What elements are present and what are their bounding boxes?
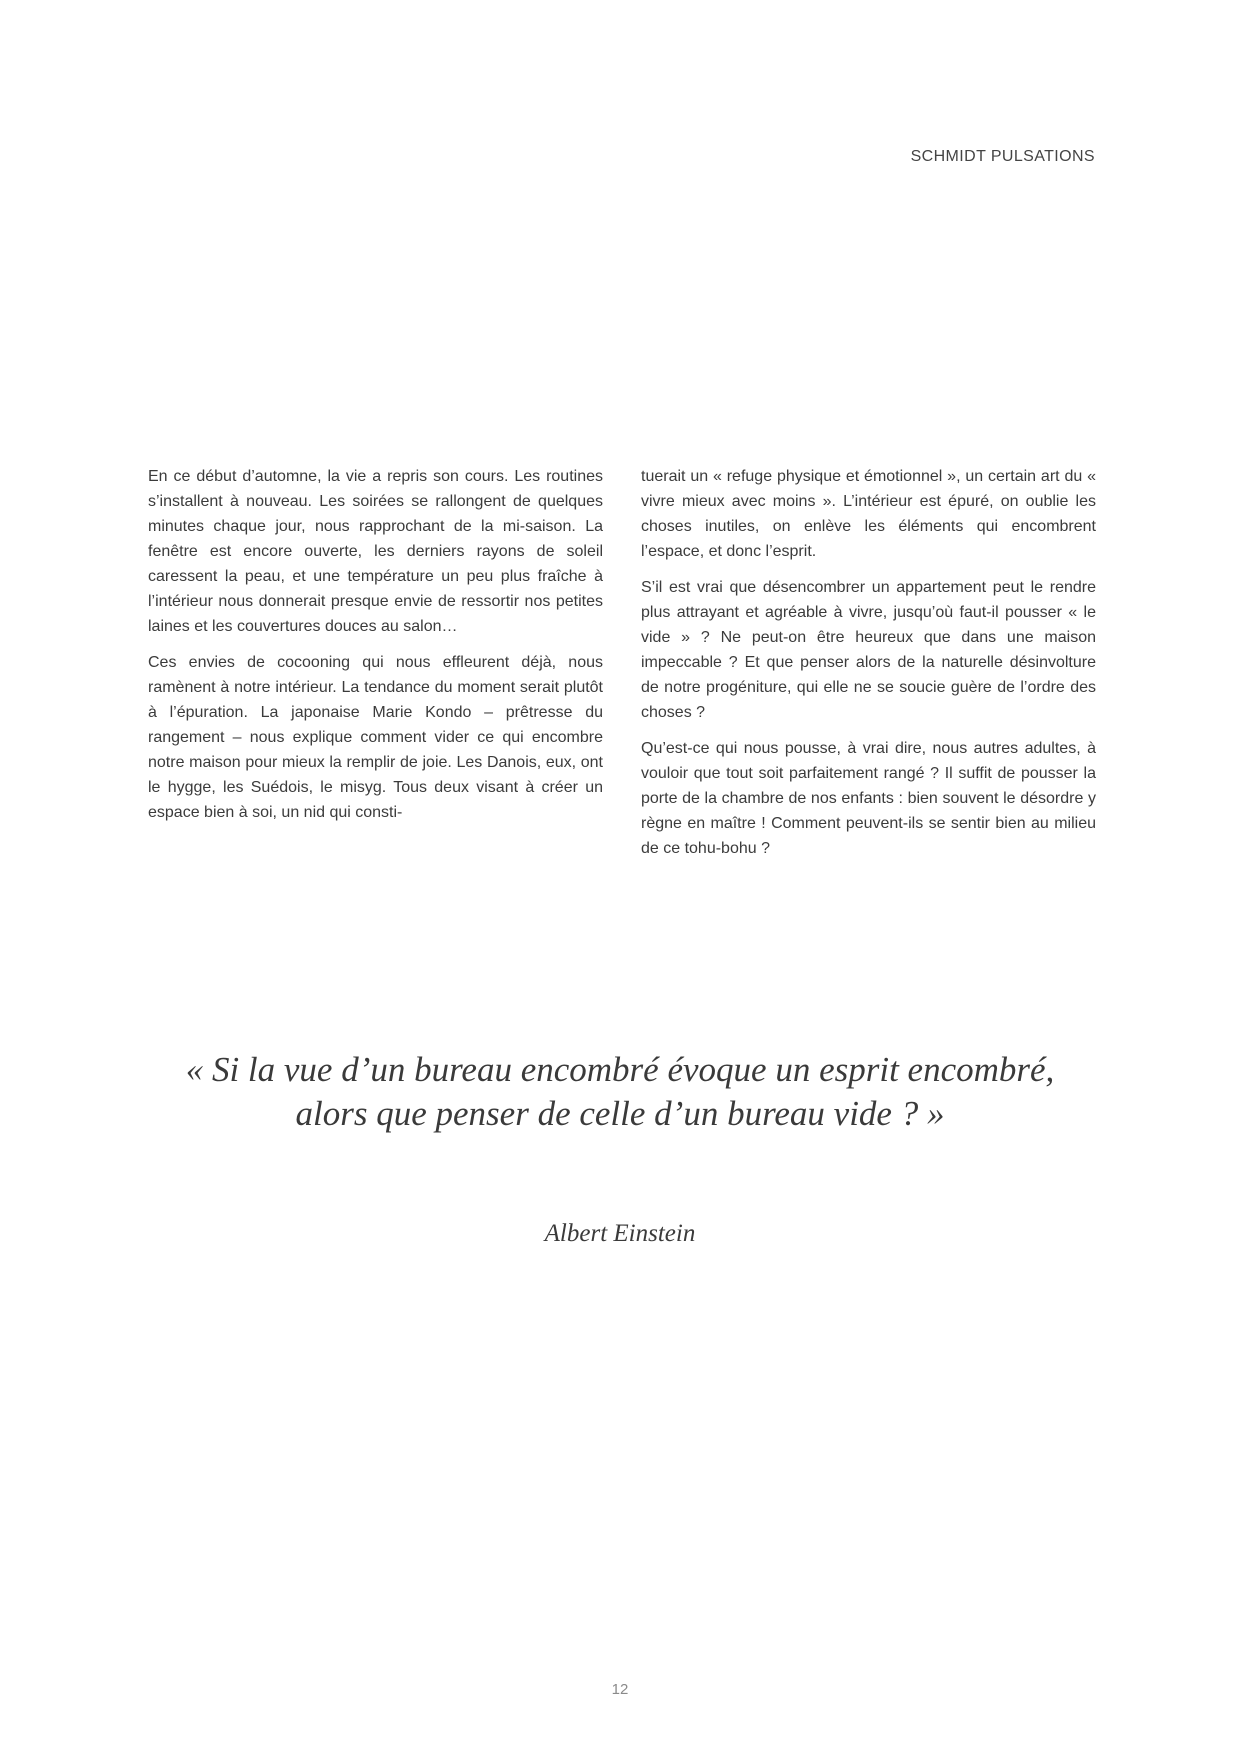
quote-line-2: alors que penser de celle d’un bureau vide ? » [295, 1094, 945, 1133]
paragraph: Qu’est-ce qui nous pousse, à vrai dire, nous autres adultes, à vouloir que tout soit parfaitement rangé ? Il suffit de pousser la porte de la chambre de nos enfants : bien souvent le désordre y règne en maître ! Comment peuvent-ils se sentir bien au milieu de ce tohu-bohu ? [641, 740, 1096, 857]
quote-author: Albert Einstein [544, 1220, 696, 1247]
right-column [641, 464, 1096, 872]
page-number: 12 [611, 1681, 629, 1698]
article-body [148, 464, 1096, 872]
paragraph: tuerait un « refuge physique et émotionnel », un certain art du « vivre mieux avec moins ». L’intérieur est épuré, on oublie les choses inutiles, on enlève les éléments qui encombrent l’espace, et donc l’esprit. [641, 468, 1096, 560]
quote-line-1: « Si la vue d’un bureau encombré évoque un esprit encombré, [185, 1050, 1055, 1089]
paragraph: Ces envies de cocooning qui nous effleurent déjà, nous ramènent à notre intérieur. La tendance du moment serait plutôt à l’épuration. La japonaise Marie Kondo – prêtresse du rangement – nous explique comment vider ce qui encombre notre maison pour mieux la remplir de joie. Les Danois, eux, ont le hygge, les Suédois, le misyg. Tous deux visant à créer un espace bien à soi, un nid qui consti- [148, 654, 603, 821]
left-column [148, 464, 603, 872]
paragraph: S’il est vrai que désencombrer un appartement peut le rendre plus attrayant et agréable à vivre, jusqu’où faut-il pousser « le vide » ? Ne peut-on être heureux que dans une maison impeccable ? Et que penser alors de la naturelle désinvolture de notre progéniture, qui elle ne se soucie guère de l’ordre des choses ? [641, 579, 1096, 721]
pull-quote [0, 1048, 1240, 1136]
paragraph: En ce début d’automne, la vie a repris son cours. Les routines s’installent à nouveau. Les soirées se rallongent de quelques minutes chaque jour, nous rapprochant de la mi-saison. La fenêtre est encore ouverte, les derniers rayons de soleil caressent la peau, et une température un peu plus fraîche à l’intérieur nous donnerait presque envie de ressortir nos petites laines et les couvertures douces au salon… [148, 468, 603, 635]
running-header: SCHMIDT PULSATIONS [910, 148, 1095, 165]
